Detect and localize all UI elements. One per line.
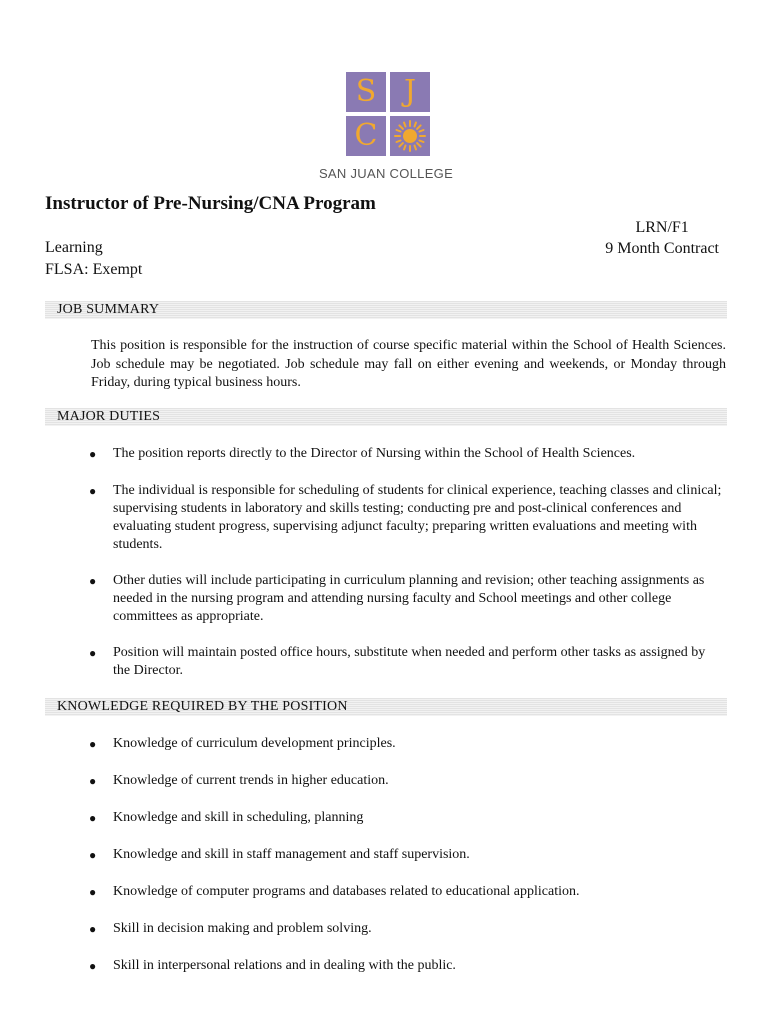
- knowledge-text: Knowledge and skill in scheduling, planning: [113, 810, 364, 825]
- knowledge-text: Knowledge of current trends in higher education.: [113, 773, 389, 788]
- logo-letter-c: C: [346, 116, 386, 156]
- list-item: [87, 883, 727, 901]
- college-name: SAN JUAN COLLEGE: [318, 166, 454, 181]
- knowledge-text: Skill in interpersonal relations and in dealing with the public.: [113, 958, 456, 973]
- bullet-icon: ●: [89, 737, 97, 751]
- bullet-icon: ●: [89, 885, 97, 899]
- logo-letter-j: J: [390, 72, 430, 112]
- job-summary-text: This position is responsible for the instruction of course specific material within the School of Health Sciences. Job schedule may be negotiated. Job schedule may fall on either evening and weekends, or Monday through Friday, during typical business hours.: [91, 338, 726, 390]
- knowledge-text: Knowledge of curriculum development principles.: [113, 736, 396, 751]
- duty-text: The individual is responsible for scheduling of students for clinical experience, teaching classes and clinical; supervising students in laboratory and skills testing; conducting pre and post-clinical conferences and evaluating student progress, supervising adjunct faculty; preparing written evaluations and meeting with students.: [113, 483, 722, 552]
- bullet-icon: ●: [89, 959, 97, 973]
- section-heading-major-duties: MAJOR DUTIES: [45, 408, 727, 426]
- section-heading-knowledge: KNOWLEDGE REQUIRED BY THE POSITION: [45, 698, 727, 716]
- list-item: [87, 772, 727, 790]
- major-duties-list: [87, 445, 727, 698]
- college-logo: [316, 72, 456, 184]
- contract-length: 9 Month Contract: [605, 240, 719, 257]
- list-item: [87, 735, 727, 753]
- list-item: [87, 482, 727, 554]
- list-item: [87, 920, 727, 938]
- bullet-icon: ●: [89, 848, 97, 862]
- page-title: Instructor of Pre-Nursing/CNA Program: [45, 193, 376, 214]
- bullet-icon: ●: [89, 484, 97, 498]
- bullet-icon: ●: [89, 447, 97, 461]
- sun-icon: [390, 116, 430, 156]
- bullet-icon: ●: [89, 774, 97, 788]
- bullet-icon: ●: [89, 646, 97, 660]
- list-item: [87, 957, 727, 975]
- duty-text: Other duties will include participating in curriculum planning and revision; other teaching assignments as needed in the nursing program and attending nursing faculty and School meetings and other college committees as appropriate.: [113, 573, 705, 624]
- logo-letter-s: S: [346, 72, 386, 112]
- position-classification: [45, 237, 142, 281]
- duty-text: The position reports directly to the Director of Nursing within the School of Health Sciences.: [113, 446, 636, 461]
- knowledge-text: Knowledge of computer programs and databases related to educational application.: [113, 884, 580, 899]
- list-item: [87, 809, 727, 827]
- list-item: [87, 846, 727, 864]
- department: Learning: [45, 239, 103, 256]
- list-item: [87, 572, 727, 626]
- knowledge-text: Knowledge and skill in staff management and staff supervision.: [113, 847, 470, 862]
- flsa-status: FLSA: Exempt: [45, 261, 143, 278]
- section-heading-job-summary: JOB SUMMARY: [45, 301, 727, 319]
- knowledge-list: [87, 735, 727, 994]
- sun-icon-graphic: [393, 119, 427, 153]
- logo-grid: [346, 72, 430, 156]
- duty-text: Position will maintain posted office hours, substitute when needed and perform other tasks as assigned by the Director.: [113, 645, 706, 678]
- bullet-icon: ●: [89, 811, 97, 825]
- position-code-block: [605, 217, 719, 259]
- bullet-icon: ●: [89, 922, 97, 936]
- list-item: [87, 445, 727, 463]
- list-item: [87, 644, 727, 680]
- position-code: LRN/F1: [635, 219, 689, 236]
- knowledge-text: Skill in decision making and problem solving.: [113, 921, 372, 936]
- bullet-icon: ●: [89, 574, 97, 588]
